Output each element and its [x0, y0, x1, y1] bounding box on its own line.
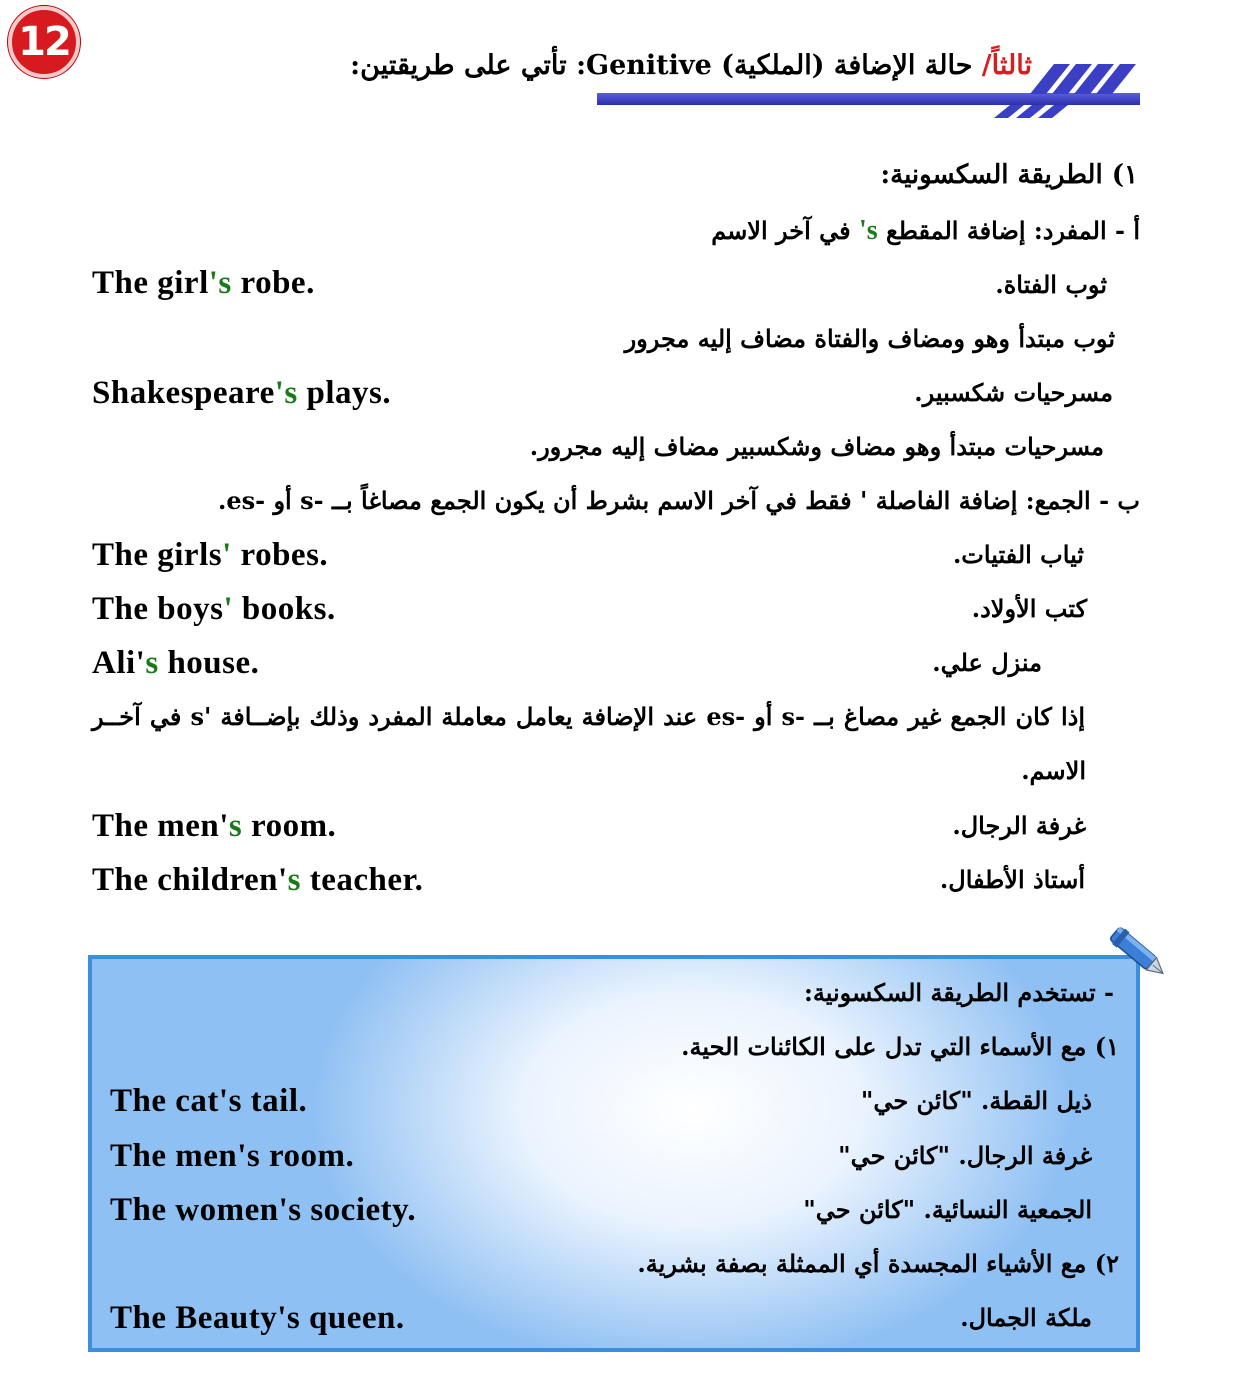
en-text: robes. [231, 537, 329, 573]
example-ar-7: أستاذ الأطفال. [939, 865, 1085, 894]
en-text: room. [242, 808, 337, 844]
plural-rule: ب - الجمع: إضافة الفاصلة ' فقط في آخر الاسم بشرط أن يكون الجمع مصاغاً بــ -s أو -es. [218, 486, 1140, 515]
note-box-point-2: ٢) مع الأشياء المجسدة أي الممثلة بصفة بشرية. [637, 1249, 1119, 1278]
example-ar-2: مسرحيات شكسبير. [914, 378, 1113, 407]
en-mark: s [287, 862, 302, 898]
example-en-4 [92, 591, 336, 628]
example-en-7 [92, 862, 423, 899]
en-text: books. [233, 591, 336, 627]
box-example-ar-1: ذيل القطة. "كائن حي" [860, 1086, 1092, 1115]
en-text: Ali' [92, 645, 146, 681]
box-example-en-1: The cat's tail. [110, 1083, 308, 1119]
note-2: مسرحيات مبتدأ وهو مضاف وشكسبير مضاف إليه مجرور. [529, 432, 1104, 461]
en-mark: ' [222, 537, 232, 573]
example-en-5 [92, 645, 259, 682]
example-ar-1: ثوب الفتاة. [995, 270, 1107, 299]
en-mark: 's [208, 265, 232, 301]
en-mark: s [145, 645, 159, 681]
singular-rule [711, 215, 1140, 247]
en-text: The men' [92, 808, 229, 844]
title-suffix: تأتي على طريقتين: [350, 50, 567, 81]
en-text: Shakespeare [92, 375, 275, 411]
example-en-3 [92, 537, 328, 574]
en-text: teacher. [301, 862, 424, 898]
example-ar-6: غرفة الرجال. [952, 811, 1086, 840]
pen-icon [1102, 920, 1172, 986]
en-text: The children' [92, 862, 288, 898]
en-text: robe. [231, 265, 315, 301]
example-en-2 [92, 375, 391, 412]
box-example-en-4: The Beauty's queen. [110, 1300, 405, 1336]
title-prefix: ثالثاً/ [981, 50, 1032, 81]
example-en-1 [92, 265, 315, 302]
en-mark: ' [223, 591, 234, 627]
page-number: 12 [18, 19, 70, 65]
en-text: The girls [92, 537, 223, 573]
box-example-en-3: The women's society. [110, 1192, 417, 1228]
irregular-rule-line-2: الاسم. [1021, 756, 1086, 785]
example-ar-5: منزل علي. [932, 648, 1042, 677]
note-box-point-1: ١) مع الأسماء التي تدل على الكائنات الحية. [681, 1032, 1119, 1061]
en-text: The girl [92, 265, 209, 301]
box-example-ar-4: ملكة الجمال. [960, 1303, 1092, 1332]
en-text: house. [158, 645, 260, 681]
singular-rule-text-2: في آخر الاسم [711, 216, 851, 245]
en-mark: s [228, 808, 243, 844]
example-ar-4: كتب الأولاد. [971, 594, 1087, 623]
singular-rule-text-1: أ - المفرد: إضافة المقطع [886, 216, 1140, 245]
box-example-ar-2: غرفة الرجال. "كائن حي" [838, 1141, 1092, 1170]
page-title [350, 50, 1032, 81]
note-1: ثوب مبتدأ وهو ومضاف والفتاة مضاف إليه مجرور [624, 324, 1115, 353]
en-text: plays. [297, 375, 392, 411]
box-example-ar-3: الجمعية النسائية. "كائن حي" [803, 1195, 1092, 1224]
method-heading: ١) الطريقة السكسونية: [880, 160, 1138, 190]
en-mark: 's [274, 375, 298, 411]
example-ar-3: ثياب الفتيات. [952, 540, 1084, 569]
singular-rule-mark: 's [858, 215, 878, 246]
irregular-rule-line-1: إذا كان الجمع غير مصاغ بــ -s أو -es عند الإضافة يعامل معاملة المفرد وذلك بإضــافة 's في آخــر [92, 702, 1085, 731]
title-main: حالة الإضافة (الملكية) Genitive: [576, 50, 973, 81]
page-number-badge [8, 6, 80, 78]
en-text: The boys [92, 591, 224, 627]
example-en-6 [92, 808, 336, 845]
box-example-en-2: The men's room. [110, 1138, 355, 1174]
note-box-heading: - تستخدم الطريقة السكسونية: [803, 978, 1114, 1007]
